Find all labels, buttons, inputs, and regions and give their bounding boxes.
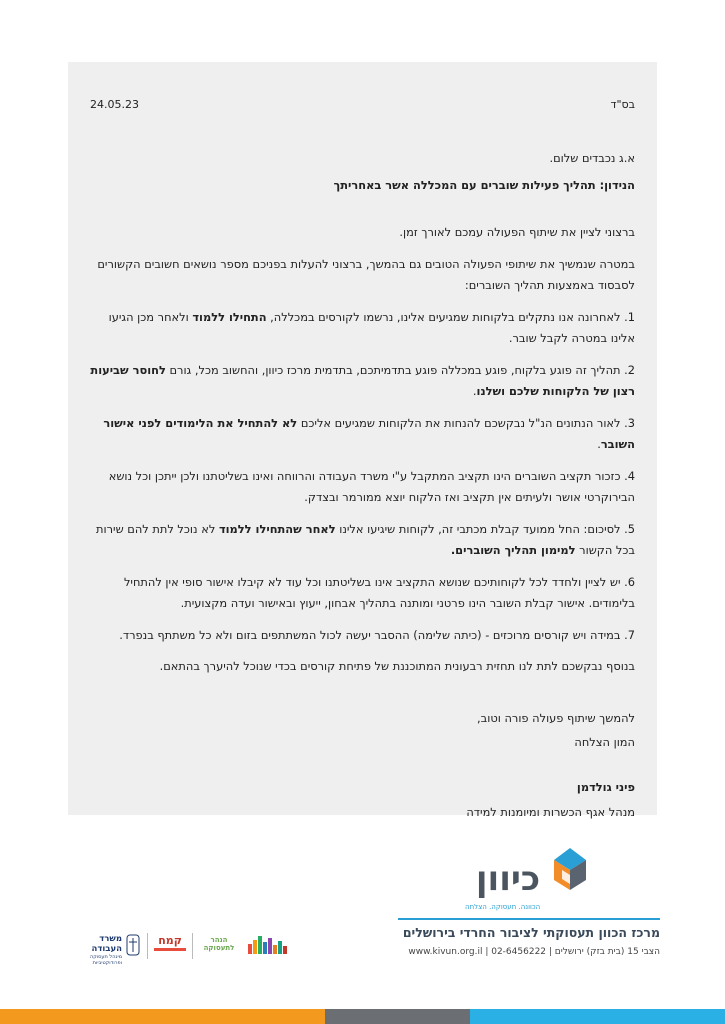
intro-paragraph: ברצוני לציין את שיתוף הפעולה עמכם לאורך זמן. bbox=[399, 225, 635, 239]
partner-kemach-logo: קמח bbox=[154, 934, 186, 951]
footer-contact: הצבי 15 (בית בזק) ירושלים | 02-6456222 | www.kivun.org.il bbox=[408, 947, 660, 957]
signer-name: פיני גולדמן bbox=[576, 779, 635, 794]
partner-logos bbox=[66, 930, 296, 966]
subject-line: הנידון: תהליך פעילות שוברים עם המכללה אשר באחריתך bbox=[333, 177, 635, 192]
signer-role: מנהל אגף הכשרות ומיומנות למידה bbox=[466, 805, 635, 819]
letter-date: 24.05.23 bbox=[90, 98, 139, 111]
partner-employment-logo: הנהר לתעסוקה bbox=[203, 936, 235, 952]
closing bbox=[90, 706, 635, 754]
kivun-tagline: הכוונה. תעסוקה. הצלחה bbox=[465, 903, 541, 911]
list-item-5: 5. לסיכום: החל ממועד קבלת מכתבי זה, לקוחות שיגיעו אלינו לאחר שהתחילו ללמוד לא נוכל לתת להם שירות בכל הקשור למימון תהליך השוברים. bbox=[96, 521, 635, 557]
list-item-2: 2. תהליך זה פוגע בלקוח, פוגע במכללה פוגע בתדמיתכם, בתדמית מרכז כיוון, והחשוב מכל, גורם לחוסר שביעות רצון של הלקוחות שלכם ושלנו. bbox=[90, 362, 635, 398]
svg-text:כיוון: כיוון bbox=[475, 859, 541, 899]
kivun-logo bbox=[462, 846, 588, 904]
list-item-1: 1. לאחרונה אנו נתקלים בלקוחות שמגיעים אלינו, נרשמו לקורסים במכללה, התחילו ללמוד ולאחר מכן הגיעו אלינו במטרה לקבל שובר. bbox=[108, 309, 635, 345]
footer-org-name: מרכז הכוון תעסוקתי לציבור החרדי בירושלים bbox=[402, 925, 660, 940]
bottom-color-bar bbox=[0, 1009, 725, 1024]
list-item-7: 7. במידה ויש קורסים מרוכזים - (כיתה שלימה) ההסבר יעשה לכול המשתתפים בזום ולא כל משתתף בנפרד. bbox=[119, 627, 635, 642]
emblem-icon bbox=[126, 934, 140, 956]
list-item-6: 6. יש לציין ולחדד לכל לקוחותיכם שנושא התקציב אינו בשליטתנו וכל עוד לא קיבלו אישור סופי אין להתחיל בלימודים. אישור קבלת השובר הינו פרטני ומותנה בתהליך אבחון, ייעוץ ובאישור ועדה מקצועית. bbox=[123, 574, 635, 610]
bar-grey-segment bbox=[325, 1009, 470, 1024]
request-paragraph: בנוסף נבקשכם לתת לנו תחזית רבעונית המתוכננת של פתיחת קורסים בכדי שנוכל להיערך בהתאם. bbox=[159, 659, 635, 673]
letter-header bbox=[90, 94, 635, 114]
context-paragraph: במטרה שנמשיך את שיתופי הפעולה הטובים גם בהמשך, ברצוני להעלות בפניכם מספר נושאים חשובים הקשורים לסבסוד באמצעות תהליך השוברים: bbox=[97, 256, 635, 292]
list-item-4: 4. כזכור תקציב השוברים הינו תקציב המתקבל ע"י משרד העבודה והרווחה ואינו בשליטתנו ולכן ייתכן וכל נושא הבירוקרטי אושר ולעיתים אין תקציב ואז הלקוח יוצא ממורמר ובצדק. bbox=[108, 468, 635, 504]
list-item-3: 3. לאור הנתונים הנ"ל נבקשכם להנחות את הלקוחות שמגיעים אליכם לא להתחיל את הלימודים לפני אישור השובר. bbox=[103, 415, 635, 451]
partner-ministry-logo: משרד העבודה מינהל תעסוקה ופרודוקטיביות bbox=[89, 934, 122, 966]
closing-line-2: המון הצלחה bbox=[574, 734, 635, 749]
bar-blue-segment bbox=[470, 1009, 725, 1024]
partner-divider bbox=[192, 933, 193, 959]
letter-card bbox=[68, 62, 657, 819]
closing-line-1: להמשך שיתוף פעולה פורה וטוב, bbox=[477, 710, 635, 725]
greeting: א.ג נכבדים שלום. bbox=[549, 151, 635, 165]
kivun-logo-mark-icon bbox=[462, 846, 588, 904]
bsd-mark: בס"ד bbox=[610, 98, 635, 111]
footer-divider bbox=[398, 918, 660, 920]
letter-body bbox=[68, 62, 657, 819]
bar-orange-segment bbox=[0, 1009, 325, 1024]
partner-divider bbox=[147, 933, 148, 959]
colorful-partner-logo-icon bbox=[246, 934, 296, 956]
